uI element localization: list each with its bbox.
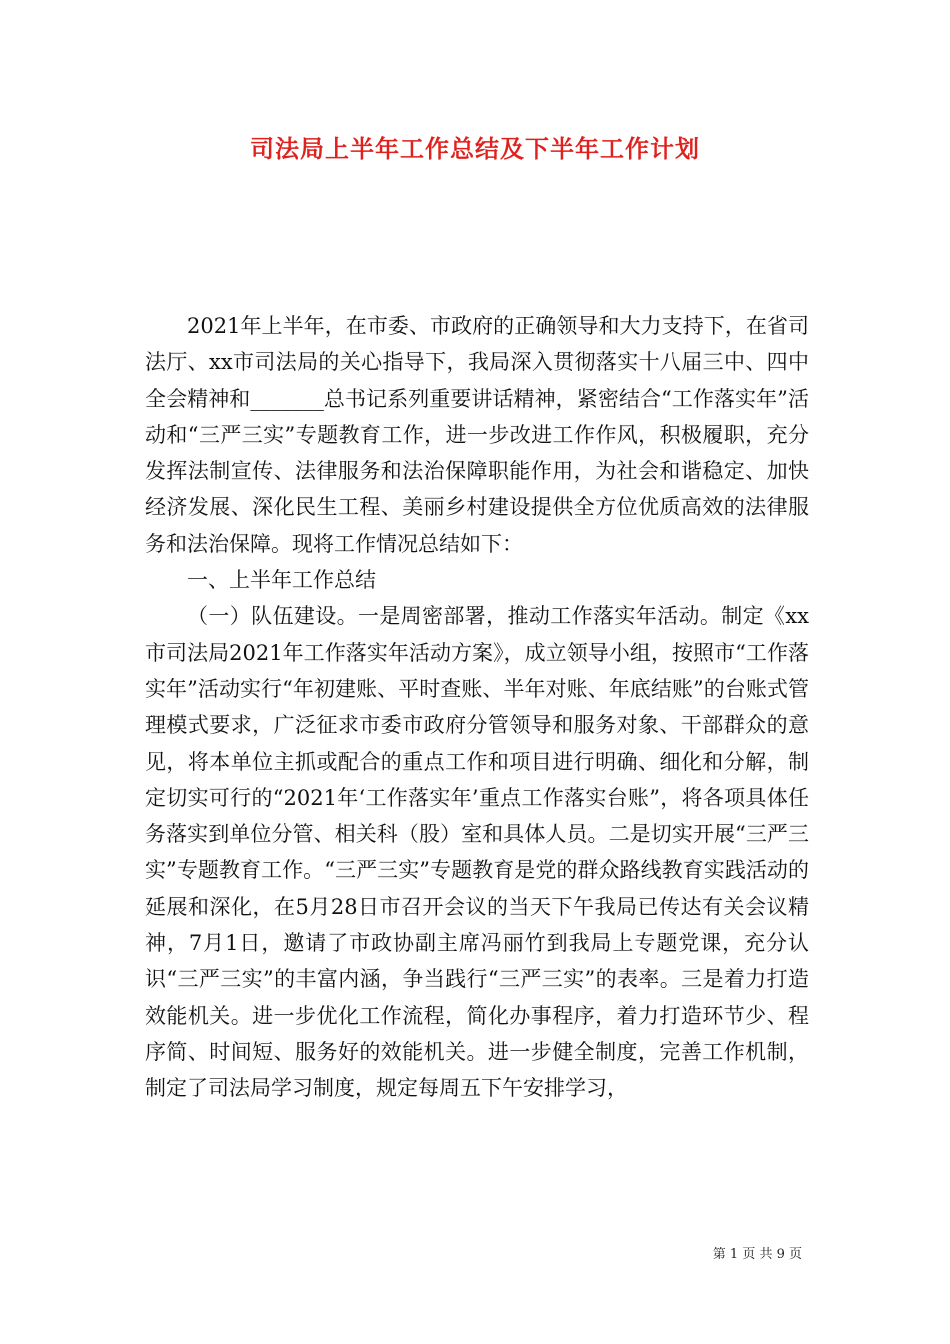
team-building-paragraph: （一）队伍建设。一是周密部署，推动工作落实年活动。制定《xx市司法局2021年工作落实年活动方案》，成立领导小组，按照市“工作落实年”活动实行“年初建账、平时查账、半年对账、年底结账”的台账式管理模式要求，广泛征求市委市政府分管领导和服务对象、干部群众的意见，将本单位主抓或配合的重点工作和项目进行明确、细化和分解，制定切实可行的“2021年‘工作落实年’重点工作落实台账”，将各项具体任务落实到单位分管、相关科（股）室和具体人员。二是切实开展“三严三实”专题教育工作。“三严三实”专题教育是党的群众路线教育实践活动的延展和深化，在5月28日市召开会议的当天下午我局已传达有关会议精神，7月1日，邀请了市政协副主席冯丽竹到我局上专题党课，充分认识“三严三实”的丰富内涵，争当践行“三严三实”的表率。三是着力打造效能机关。进一步优化工作流程，简化办事程序，着力打造环节少、程序简、时间短、服务好的效能机关。进一步健全制度，完善工作机制，制定了司法局学习制度，规定每周五下午安排学习， <box>145 604 809 1101</box>
intro-paragraph: 2021年上半年，在市委、市政府的正确领导和大力支持下，在省司法厅、xx市司法局的关心指导下，我局深入贯彻落实十八届三中、四中全会精神和_______总书记系列重要讲话精神，紧密结合“工作落实年”活动和“三严三实”专题教育工作，进一步改进工作作风，积极履职，充分发挥法制宣传、法律服务和法治保障职能作用，为社会和谐稳定、加快经济发展、深化民生工程、美丽乡村建设提供全方位优质高效的法律服务和法治保障。现将工作情况总结如下： <box>145 314 809 556</box>
page-number-footer <box>713 1246 802 1264</box>
document-title: 司法局上半年工作总结及下半年工作计划 <box>250 134 700 163</box>
page-number-label: 第 1 页 共 9 页 <box>712 1247 802 1262</box>
document-body <box>145 308 809 1107</box>
section-heading: 一、上半年工作总结 <box>187 568 376 593</box>
